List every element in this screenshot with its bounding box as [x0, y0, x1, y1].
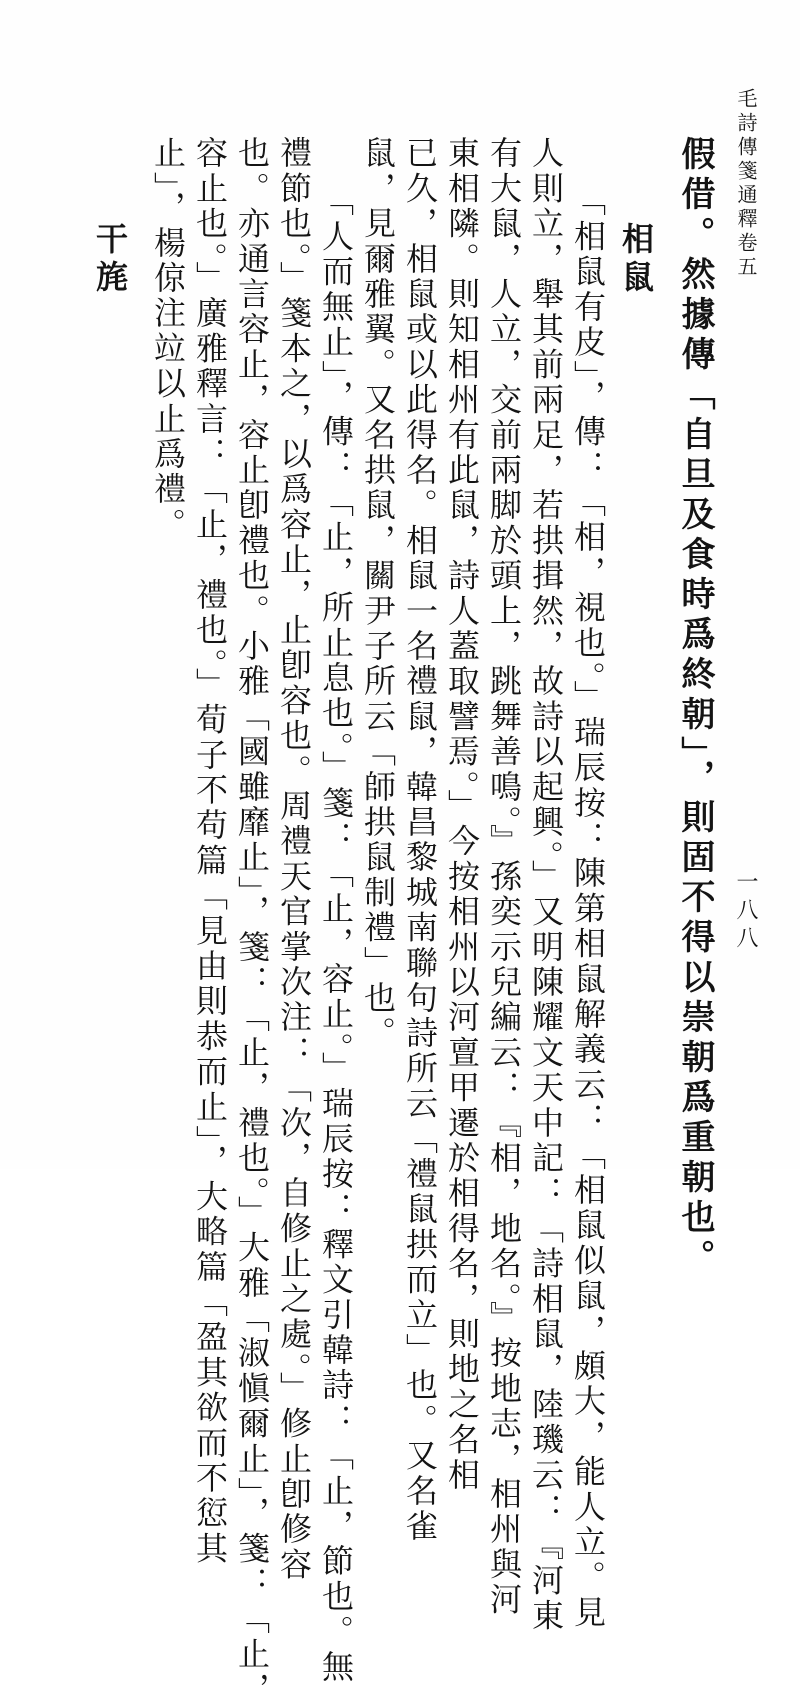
- body-column-3: 有大鼠，人立，交前兩脚於頭上，跳舞善鳴。』孫奕示兒編云：『相，地名。』按地志，相州與河: [485, 136, 523, 1618]
- section-heading-xiangshu: 相鼠: [617, 222, 655, 298]
- body-column-10: 容止也。」廣雅釋言：「止，禮也。」荀子不苟篇「見由則恭而止」，大略篇「盈其欲而不愆其: [191, 136, 229, 1567]
- body-column-1: 「相鼠有皮」，傳：「相，視也。」瑞辰按：陳第相鼠解義云：「相鼠似鼠，頗大，能人立。見: [569, 184, 607, 1631]
- body-column-4: 東相隣。則知相州有此鼠，詩人蓋取譬焉。」今按相州以河亶甲遷於相得名，則地之名相: [443, 136, 481, 1493]
- running-header-title: 毛詩傳箋通釋卷五: [734, 88, 758, 280]
- page-number: 一八八: [733, 870, 758, 954]
- intro-column-1: 假借。然據傳「自旦及食時爲終朝」，則固不得以崇朝爲重朝也。: [675, 136, 715, 1279]
- body-column-5: 已久，相鼠或以此得名。相鼠一名禮鼠，韓昌黎城南聯句詩所云「禮鼠拱而立」也。又名雀: [401, 136, 439, 1544]
- body-column-9: 也。亦通言容止，容止卽禮也。小雅「國雖靡止」，箋：「止，禮也。」大雅「淑愼爾止」，箋：「止，: [233, 136, 271, 1707]
- section-heading-ganmao: 干旄: [91, 222, 129, 298]
- body-column-11: 止」，楊倞注竝以止爲禮。: [149, 136, 187, 543]
- body-column-7: 「人而無止」，傳：「止，所止息也。」箋：「止，容止。」瑞辰按：釋文引韓詩：「止，節也。無: [317, 184, 355, 1685]
- body-column-6: 鼠，見爾雅翼。又名拱鼠，關尹子所云「師拱鼠制禮」也。: [359, 136, 397, 1052]
- body-column-8: 禮節也。」箋本之，以爲容止，止卽容也。周禮天官掌次注：「次，自修止之處。」修止卽修容: [275, 136, 313, 1583]
- body-column-2: 人則立，舉其前兩足，若拱揖然，故詩以起興。」又明陳耀文天中記：「詩相鼠，陸璣云：『河東: [527, 136, 565, 1634]
